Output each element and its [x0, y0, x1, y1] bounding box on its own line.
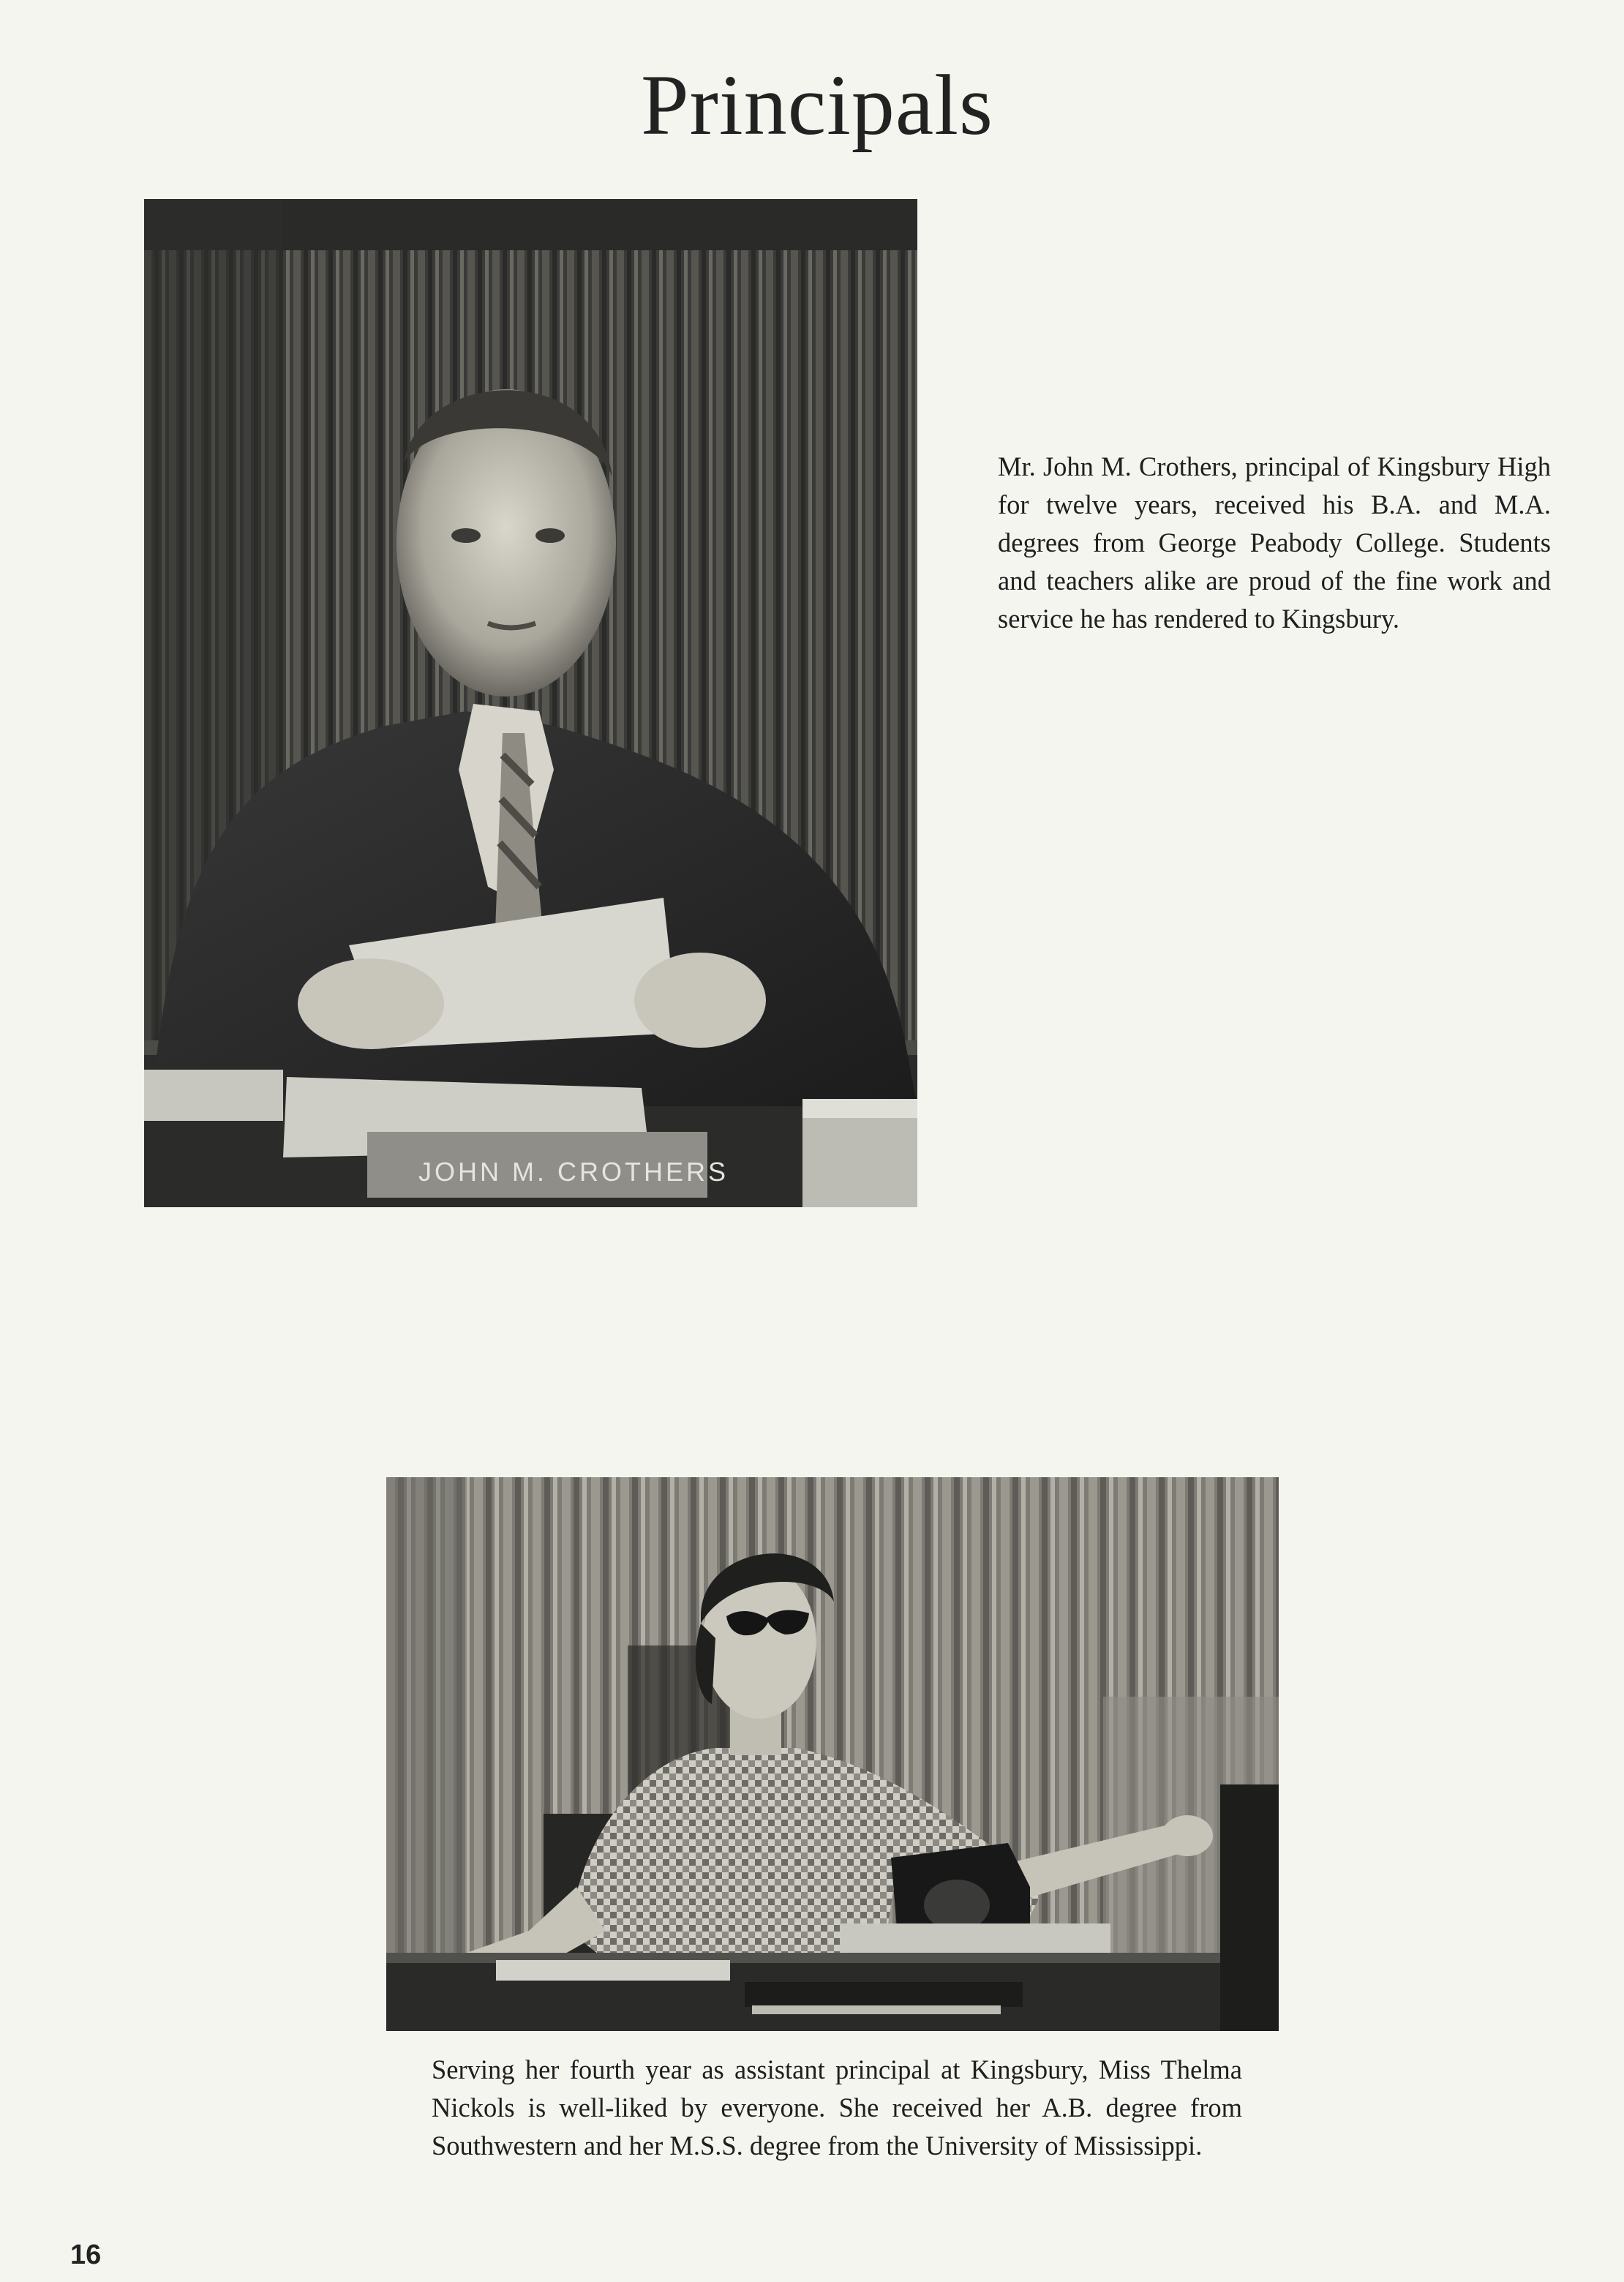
assistant-principal-caption: Serving her fourth year as assistant principal at Kingsbury, Miss Thelma Nickols is well-liked by everyone. She received her A.B. degree from Southwestern and her M.S.S. degree from the University of Mississippi. — [432, 2054, 1242, 2161]
assistant-principal-photo — [386, 1477, 1279, 2031]
nameplate-text: JOHN M. CROTHERS — [418, 1157, 729, 1187]
page-title: Principals — [641, 57, 993, 153]
principal-caption: Mr. John M. Crothers, principal of Kingsbury High for twelve years, received his B.A. and M.A. degrees from George Peabody College. Students and teachers alike are proud of the fine work and service he has rendered to Kingsbury. — [998, 451, 1551, 634]
principal-photo — [144, 199, 917, 1207]
page-number: 16 — [70, 2240, 102, 2270]
